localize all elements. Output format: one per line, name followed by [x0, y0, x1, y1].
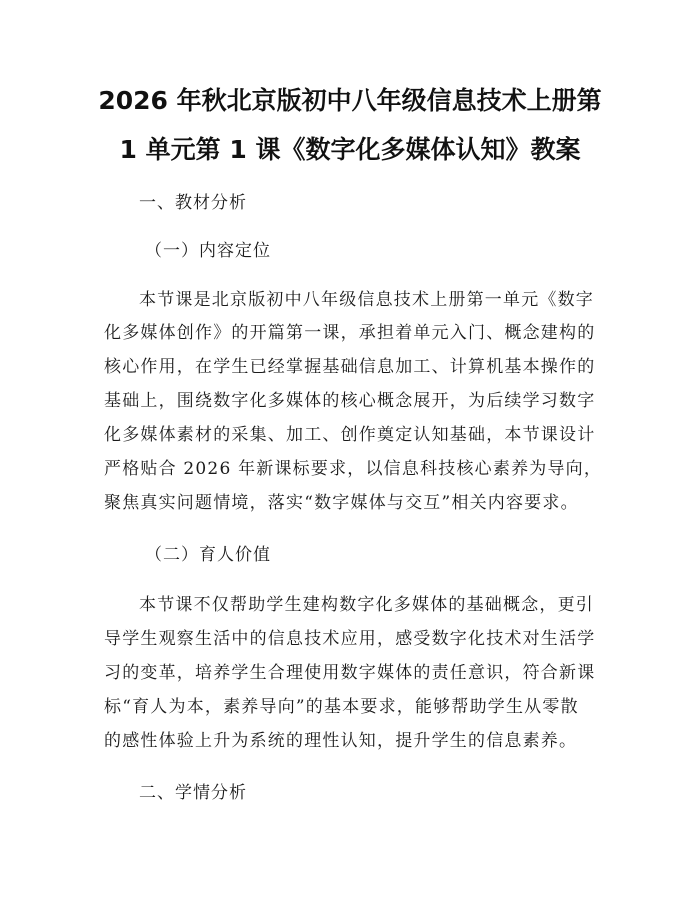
paragraph-2-line-3: 习的变革，培养学生合理使用数字媒体的责任意识，符合新课 — [104, 663, 596, 683]
paragraph-1-line-2: 化多媒体创作》的开篇第一课，承担着单元入门、概念建构的 — [104, 323, 596, 343]
subsection-heading-educational-value: （二）育人价值 — [145, 545, 271, 565]
document-title-line-2: 1 单元第 1 课《数字化多媒体认知》教案 — [119, 135, 581, 164]
section-heading-learner-analysis: 二、学情分析 — [139, 783, 247, 803]
paragraph-1-line-1: 本节课是北京版初中八年级信息技术上册第一单元《数字 — [139, 290, 594, 310]
paragraph-2-line-2: 导学生观察生活中的信息技术应用，感受数字化技术对生活学 — [104, 629, 596, 649]
paragraph-2-line-1: 本节课不仅帮助学生建构数字化多媒体的基础概念，更引 — [139, 595, 594, 615]
subsection-heading-content-positioning: （一）内容定位 — [145, 241, 271, 261]
paragraph-1-line-4: 基础上，围绕数字化多媒体的核心概念展开，为后续学习数字 — [104, 391, 596, 411]
paragraph-1-line-7: 聚焦真实问题情境，落实“数字媒体与交互”相关内容要求。 — [104, 493, 579, 513]
paragraph-1-line-5: 化多媒体素材的采集、加工、创作奠定认知基础，本节课设计 — [104, 425, 596, 445]
section-heading-textbook-analysis: 一、教材分析 — [139, 193, 247, 213]
paragraph-1-line-6: 严格贴合 2026 年新课标要求，以信息科技核心素养为导向， — [104, 459, 603, 479]
paragraph-2-line-4: 标“育人为本，素养导向”的基本要求，能够帮助学生从零散 — [104, 697, 579, 717]
paragraph-2-line-5: 的感性体验上升为系统的理性认知，提升学生的信息素养。 — [104, 731, 578, 751]
document-title-line-1: 2026 年秋北京版初中八年级信息技术上册第 — [98, 86, 602, 115]
paragraph-1-line-3: 核心作用，在学生已经掌握基础信息加工、计算机基本操作的 — [104, 357, 596, 377]
